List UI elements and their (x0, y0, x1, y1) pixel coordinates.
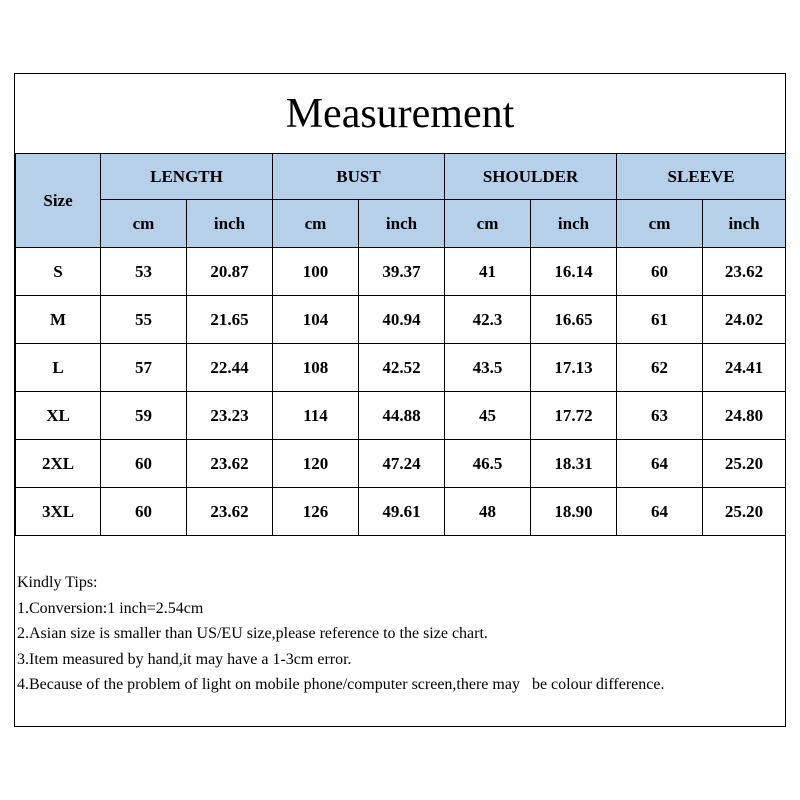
unit-header: inch (359, 200, 445, 248)
unit-header: cm (617, 200, 703, 248)
group-header-bust: BUST (273, 154, 445, 200)
table-row (16, 344, 786, 392)
size-cell: M (16, 296, 101, 344)
value-cell: 43.5 (445, 344, 531, 392)
header-row-groups (16, 154, 786, 200)
value-cell: 62 (617, 344, 703, 392)
page-title: Measurement (285, 90, 515, 137)
size-cell: 2XL (16, 440, 101, 488)
value-cell: 60 (101, 440, 187, 488)
value-cell: 100 (273, 248, 359, 296)
table-row (16, 248, 786, 296)
size-cell: L (16, 344, 101, 392)
value-cell: 64 (617, 440, 703, 488)
value-cell: 18.90 (531, 488, 617, 536)
unit-header: inch (531, 200, 617, 248)
table-row (16, 440, 786, 488)
table-row (16, 392, 786, 440)
value-cell: 60 (617, 248, 703, 296)
value-cell: 23.62 (187, 440, 273, 488)
value-cell: 17.13 (531, 344, 617, 392)
value-cell: 64 (617, 488, 703, 536)
value-cell: 42.52 (359, 344, 445, 392)
value-cell: 23.62 (187, 488, 273, 536)
size-rows (16, 248, 786, 536)
value-cell: 24.41 (703, 344, 786, 392)
value-cell: 63 (617, 392, 703, 440)
value-cell: 126 (273, 488, 359, 536)
value-cell: 49.61 (359, 488, 445, 536)
value-cell: 41 (445, 248, 531, 296)
tip-item: 2.Asian size is smaller than US/EU size,please reference to the size chart. (17, 625, 488, 642)
kindly-tips (17, 570, 664, 698)
value-cell: 114 (273, 392, 359, 440)
unit-header: cm (445, 200, 531, 248)
value-cell: 23.23 (187, 392, 273, 440)
value-cell: 16.65 (531, 296, 617, 344)
group-header-sleeve: SLEEVE (617, 154, 786, 200)
value-cell: 42.3 (445, 296, 531, 344)
size-cell: 3XL (16, 488, 101, 536)
unit-header: inch (703, 200, 786, 248)
value-cell: 53 (101, 248, 187, 296)
value-cell: 22.44 (187, 344, 273, 392)
value-cell: 47.24 (359, 440, 445, 488)
value-cell: 45 (445, 392, 531, 440)
table-row (16, 488, 786, 536)
table-row (16, 296, 786, 344)
value-cell: 57 (101, 344, 187, 392)
value-cell: 60 (101, 488, 187, 536)
value-cell: 18.31 (531, 440, 617, 488)
value-cell: 39.37 (359, 248, 445, 296)
size-cell: S (16, 248, 101, 296)
value-cell: 17.72 (531, 392, 617, 440)
value-cell: 20.87 (187, 248, 273, 296)
value-cell: 48 (445, 488, 531, 536)
value-cell: 25.20 (703, 440, 786, 488)
value-cell: 16.14 (531, 248, 617, 296)
size-header: Size (16, 154, 101, 248)
header-row-units (16, 200, 786, 248)
value-cell: 104 (273, 296, 359, 344)
value-cell: 120 (273, 440, 359, 488)
value-cell: 55 (101, 296, 187, 344)
value-cell: 46.5 (445, 440, 531, 488)
value-cell: 23.62 (703, 248, 786, 296)
group-header-length: LENGTH (101, 154, 273, 200)
value-cell: 24.02 (703, 296, 786, 344)
value-cell: 108 (273, 344, 359, 392)
unit-header: inch (187, 200, 273, 248)
tips-heading: Kindly Tips: (17, 574, 98, 591)
tip-item: 4.Because of the problem of light on mobile phone/computer screen,there may be colour difference. (17, 676, 665, 693)
unit-header: cm (101, 200, 187, 248)
value-cell: 40.94 (359, 296, 445, 344)
value-cell: 24.80 (703, 392, 786, 440)
group-header-shoulder: SHOULDER (445, 154, 617, 200)
value-cell: 25.20 (703, 488, 786, 536)
size-table (15, 153, 786, 536)
size-chart (14, 73, 786, 727)
unit-header: cm (273, 200, 359, 248)
tip-item: 3.Item measured by hand,it may have a 1-3cm error. (17, 650, 352, 668)
size-cell: XL (16, 392, 101, 440)
value-cell: 44.88 (359, 392, 445, 440)
value-cell: 59 (101, 392, 187, 440)
value-cell: 21.65 (187, 296, 273, 344)
value-cell: 61 (617, 296, 703, 344)
tip-item: 1.Conversion:1 inch=2.54cm (17, 599, 204, 617)
